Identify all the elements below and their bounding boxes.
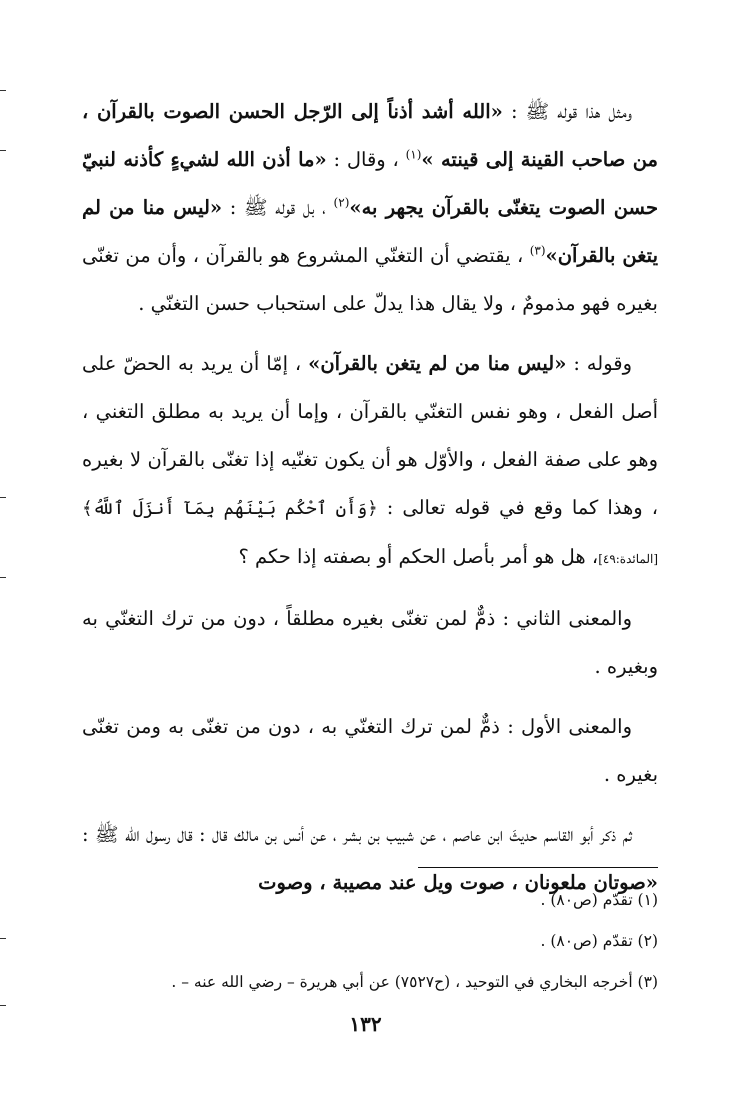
scan-edge-mark bbox=[0, 1005, 6, 1006]
text-run: ، هل هو أمر بأصل الحكم أو بصفته إذا حكم ؟ bbox=[238, 545, 599, 568]
text-run: ، يقتضي أن التغنّي المشروع هو بالقرآن ، وأن من تغنّى بغيره فهو مذمومٌ ، ولا يقال هذا يدلّ على استحباب حسن التغنّي . bbox=[82, 244, 658, 315]
paragraph bbox=[82, 595, 658, 691]
hadith-quote: «الله أشد أذناً إلى الرّجل الحسن الصوت بالقرآن ، من صاحب القينة إلى قينته » bbox=[82, 100, 658, 171]
text-run: ، إمّا أن يريد به الحضّ على أصل الفعل ، وهو نفس التغنّي بالقرآن ، وإما أن يريد به مطلق التغني ، وهو على صفة الفعل ، والأوّل هو أن يكون تغنّيه إذا تغنّى بالقرآن لا بغيره ، وهذا كما وقع في قوله تعالى : bbox=[82, 352, 658, 519]
quran-verse: ﴿وَأَنِ ٱحْكُم بَيْنَهُم بِمَآ أَنزَلَ ٱللَّهُ﴾ bbox=[82, 498, 378, 519]
paragraph bbox=[82, 88, 658, 328]
page-number: ١٣٢ bbox=[349, 1012, 382, 1036]
text-run: وقوله : bbox=[566, 352, 633, 375]
scan-edge-mark bbox=[0, 90, 6, 91]
footnote-separator bbox=[418, 867, 658, 868]
footnote-ref: (٢) bbox=[333, 195, 350, 210]
text-run: والمعنى الثاني : ذمٌّ لمن تغنّى بغيره مطلقاً ، دون من ترك التغنّي به وبغيره . bbox=[82, 607, 658, 678]
footnote-ref: (٣) bbox=[529, 243, 546, 258]
paragraph bbox=[82, 340, 658, 583]
hadith-quote: «ليس منا من لم يتغن بالقرآن» bbox=[82, 196, 658, 267]
hadith-quote: «صوتان ملعونان ، صوت ويل عند مصيبة ، وصوت bbox=[258, 871, 658, 894]
scan-edge-mark bbox=[0, 497, 6, 498]
paragraph bbox=[82, 703, 658, 799]
scan-edge-mark bbox=[0, 938, 6, 939]
hadith-quote: «ليس منا من لم يتغن بالقرآن» bbox=[308, 352, 567, 375]
text-run: ثم ذكر أبو القاسم حديثَ ابن عاصم ، عن شبيب بن بشر ، عن أنس بن مالك قال : قال رسول الله ﷺ : bbox=[82, 823, 632, 846]
scan-edge-mark bbox=[0, 150, 6, 151]
text-run: ، بل قوله ﷺ : bbox=[222, 196, 334, 219]
main-text bbox=[82, 88, 658, 907]
scan-edge-mark bbox=[0, 577, 6, 578]
text-run: ومثل هذا قوله ﷺ : bbox=[502, 100, 632, 123]
footnote-3: (٣) أخرجه البخاري في التوحيد ، (ح٧٥٢٧) عن أبي هريرة – رضي الله عنه – . bbox=[171, 973, 658, 991]
verse-reference: [المائدة:٤٩] bbox=[598, 552, 658, 566]
text-run: ، وقال : bbox=[326, 148, 406, 171]
footnote-1: (١) تقدّم (ص٨٠) . bbox=[540, 891, 658, 909]
footnotes bbox=[82, 880, 658, 1003]
footnote-ref: (١) bbox=[405, 147, 422, 162]
footnote-2: (٢) تقدّم (ص٨٠) . bbox=[540, 932, 658, 950]
hadith-quote: «ما أذن الله لشيءٍ كأذنه لنبيّ حسن الصوت يتغنّى بالقرآن يجهر به» bbox=[82, 148, 658, 219]
text-run: والمعنى الأول : ذمٌّ لمن ترك التغنّي به ، دون من تغنّى به ومن تغنّى بغيره . bbox=[82, 715, 658, 786]
